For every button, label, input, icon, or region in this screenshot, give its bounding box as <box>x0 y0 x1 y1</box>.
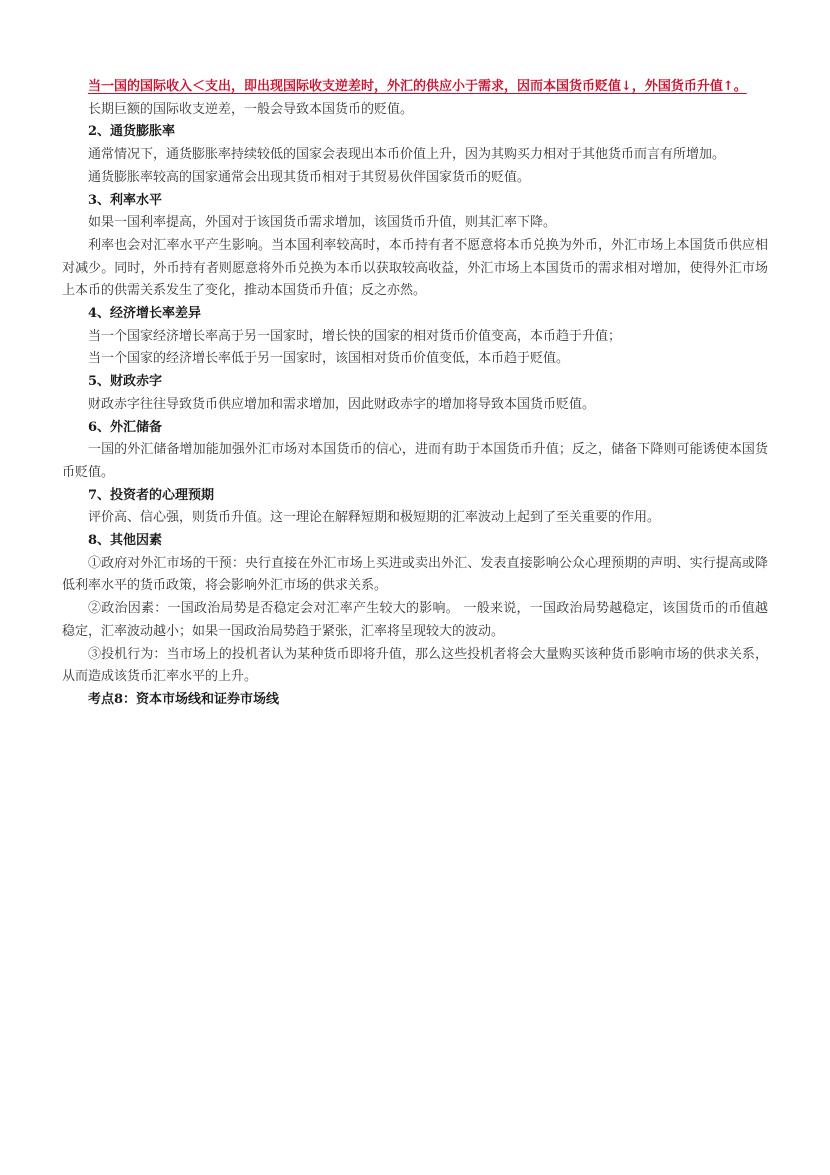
section-heading: 考点8：资本市场线和证券市场线 <box>88 691 280 707</box>
paragraph: 长期巨额的国际收支逆差，一般会导致本国货币的贬值。 <box>88 101 414 117</box>
paragraph: 如果一国利率提高，外国对于该国货币需求增加，该国货币升值，则其汇率下降。 <box>88 215 557 231</box>
paragraph: ②政治因素：一国政治局势是否稳定会对汇率产生较大的影响。 一般来说，一国政治局势越稳定，该国货币的币值越稳定，汇率波动越小；如果一国政治局势趋于紧张，汇率将呈现较大的波动。 <box>62 601 768 639</box>
section-heading: 5、财政赤字 <box>88 374 163 390</box>
paragraph: 利率也会对汇率水平产生影响。当本国利率较高时，本币持有者不愿意将本币兑换为外币，外汇市场上本国货币供应相对减少。同时，外币持有者则愿意将外币兑换为本币以获取较高收益，外汇市场上本国货币的需求相对增加，使得外汇市场上本币的供需关系发生了变化，推动本国货币升值；反之亦然。 <box>62 237 768 299</box>
paragraph: 通常情况下，通货膨胀率持续较低的国家会表现出本币价值上升，因为其购买力相对于其他货币而言有所增加。 <box>88 147 726 163</box>
section-heading: 2、通货膨胀率 <box>88 124 176 140</box>
section-heading: 7、投资者的心理预期 <box>88 487 215 503</box>
paragraph: 通货膨胀率较高的国家通常会出现其货币相对于其贸易伙伴国家货币的贬值。 <box>88 169 531 185</box>
highlighted-paragraph: 当一国的国际收入＜支出，即出现国际收支逆差时，外汇的供应小于需求，因而本国货币贬值↓，外国货币升值↑。 <box>88 79 747 94</box>
paragraph: 一国的外汇储备增加能加强外汇市场对本国货币的信心，进而有助于本国货币升值；反之，储备下降则可能诱使本国货币贬值。 <box>62 442 768 480</box>
section-heading: 4、经济增长率差异 <box>88 306 202 322</box>
section-heading: 6、外汇储备 <box>88 419 163 435</box>
section-heading: 8、其他因素 <box>88 533 163 549</box>
paragraph: ①政府对外汇市场的干预：央行直接在外汇市场上买进或卖出外汇、发表直接影响公众心理预期的声明、实行提高或降低利率水平的货币政策，将会影响外汇市场的供求关系。 <box>62 555 768 594</box>
document-body <box>62 76 768 712</box>
section-heading: 3、利率水平 <box>88 192 163 208</box>
paragraph: 财政赤字往往导致货币供应增加和需求增加，因此财政赤字的增加将导致本国货币贬值。 <box>88 396 596 412</box>
paragraph: 当一个国家的经济增长率低于另一国家时，该国相对货币价值变低，本币趋于贬值。 <box>88 351 570 367</box>
paragraph: ③投机行为：当市场上的投机者认为某种货币即将升值，那么这些投机者将会大量购买该种货币影响市场的供求关系，从而造成该货币汇率水平的上升。 <box>62 646 768 685</box>
paragraph: 当一个国家经济增长率高于另一国家时，增长快的国家的相对货币价值变高，本币趋于升值； <box>88 328 622 344</box>
paragraph: 评价高、信心强，则货币升值。这一理论在解释短期和极短期的汇率波动上起到了至关重要的作用。 <box>88 510 661 526</box>
